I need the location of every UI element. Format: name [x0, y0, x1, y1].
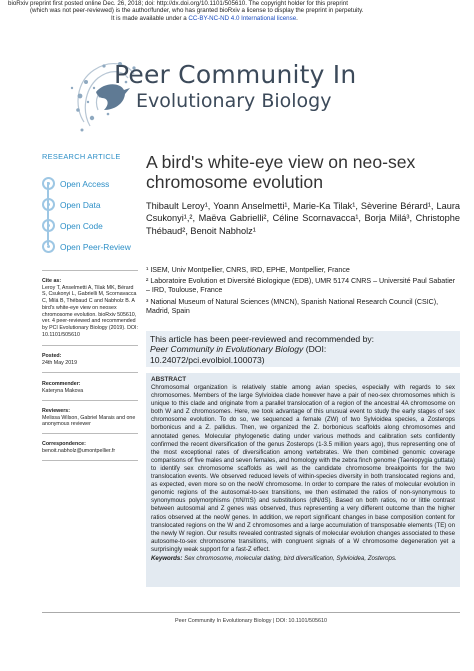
- recommender-label: Recommender:: [42, 381, 81, 387]
- preprint-notice-line2: (which was not peer-reviewed) is the author/funder, who has granted bioRxiv a license to display the preprint in perpetuity.: [30, 7, 364, 15]
- pci-logo: [64, 52, 444, 140]
- sidebar-divider: [42, 433, 138, 434]
- recommender-name: Kateryna Makova: [42, 387, 84, 394]
- recommendation-journal: Peer Community in Evolutionary Biology: [150, 344, 304, 355]
- affiliation-3: ³ National Museum of Natural Sciences (MNCN), Spanish National Research Council (CSIC), Madrid, Spain: [146, 297, 439, 315]
- open-code-badge[interactable]: [42, 215, 138, 236]
- open-peer-review-badge[interactable]: [42, 236, 138, 257]
- sidebar-divider: [42, 372, 138, 373]
- recommendation-line1: This article has been peer-reviewed and recommended by:: [150, 334, 375, 344]
- preprint-notice-line3b: .: [296, 14, 298, 22]
- citation-label: Cite as:: [42, 278, 62, 284]
- footer-divider: [42, 612, 460, 613]
- keywords-label: Keywords:: [151, 554, 183, 562]
- license-link[interactable]: CC-BY-NC-ND 4.0 International license: [188, 14, 297, 22]
- open-peer-review-icon: [42, 240, 55, 253]
- open-peer-review-label: Open Peer-Review: [60, 241, 131, 252]
- recommendation-doi-prefix: (DOI:: [303, 344, 327, 355]
- article-title: A bird's white-eye view on neo-sex chromosome evolution: [146, 152, 416, 192]
- abstract-text: Chromosomal organization is relatively stable among avian species, especially with regards to sex chromosomes. Members of the large Sylvioidea clade however have a pair of neo-sex chromosomes which is unique to this clade and originate from a parallel translocation of a region of the ancestral 4A chromosome on both W and Z chromosomes. Here, we took advantage of this unusual event to study the early stages of sex chromosome evolution. To do so, we sequenced a female (ZW) of two Sylvioidea species, a Zosterops borbonicus and a Z. pallidus. Then, we organized the Z. borbonicus scaffolds along chromosomes and annotated genes. Molecular phylogenetic dating under various methods and calibration sets confidently confirmed the recent diversification of the genus Zosterops (1-3.5 million years ago), thus representing one of the most exceptional rates of diversification among vertebrates. We then combined genomic coverage comparisons of five males and seven females, and homology with the zebra finch genome (Taeniopygia guttata) to identify sex chromosome scaffolds as well as the candidate chromosome breakpoints for the two translocation events. We observed reduced levels of within-species diversity in both translocated regions and, as expected, even more so on the neoW chromosome. In order to compare the rates of molecular evolution in genomic regions of the autosomal-to-sex transitions, we then estimated the ratios of non-synonymous to synonymous polymorphisms (πN/πS) and substitutions (dN/dS). Based on both ratios, no or little contrast between autosomal and Z genes was observed, thus representing a very different outcome than the higher ratios observed at the neoW genes. In addition, we report significant changes in base composition content for translocated regions on the W and Z chromosomes and a large accumulation of transposable elements (TE) on the newly W region. Our results revealed contrasted signals of molecular evolution changes associated to these autosome-to-sex chromosome transitions, with congruent signals of a W chromosome degeneration yet a surprisingly weak support for a fast-Z effect.: [151, 384, 455, 553]
- preprint-notice: [8, 0, 468, 22]
- sidebar-divider: [42, 270, 138, 271]
- citation-block: [42, 278, 138, 338]
- reviewers-label: Reviewers:: [42, 408, 70, 414]
- affiliations: [146, 266, 460, 318]
- citation-text: Leroy T, Anselmetti A, Tilak MK, Bérard S, Csukonyi L, Gabrielli M, Scornavacca C, Milá B, Thébaud C and Nabholz B. A bird's white-eye view on neosex chromosome evolution. bioRxiv 505610, ver. 4 peer-reviewed and recommended by PCI Evolutionary Biology (2019). DOI: 10.1101/505610: [42, 284, 138, 338]
- page-footer: Peer Community In Evolutionary Biology | DOI: 10.1101/505610: [174, 618, 328, 624]
- author-list: Thibault Leroy¹, Yoann Anselmetti¹, Marie-Ka Tilak¹, Sèverine Bérard¹, Laura Csukonyi¹,², Maëva Gabrielli², Céline Scornavacca¹, Borja Milá³, Christophe Thébaud², Benoit Nabholz¹: [146, 201, 460, 236]
- recommendation-doi[interactable]: 10.24072/pci.evolbiol.100073): [150, 354, 265, 365]
- logo-subtitle: Evolutionary Biology: [136, 90, 332, 112]
- open-access-label: Open Access: [60, 178, 110, 189]
- open-code-label: Open Code: [60, 220, 103, 231]
- keywords: [151, 555, 455, 563]
- open-access-badge[interactable]: [42, 173, 138, 194]
- article-type: RESEARCH ARTICLE: [42, 152, 121, 161]
- keywords-text: Sex chromosome, molecular dating, bird diversification, Sylvioidea, Zosterops.: [182, 554, 397, 562]
- posted-block: [42, 353, 138, 366]
- preprint-notice-line1: bioRxiv preprint first posted online Dec. 26, 2018; doi: http://dx.doi.org/10.1101/505610. The copyright holder for this preprint: [8, 0, 348, 7]
- abstract-heading: ABSTRACT: [151, 376, 187, 383]
- logo-title: Peer Community In: [114, 60, 357, 89]
- recommender-block: [42, 381, 138, 394]
- abstract-box: [146, 373, 460, 587]
- sidebar-divider: [42, 400, 138, 401]
- posted-date: 24th May 2019: [42, 359, 78, 366]
- sidebar-divider: [42, 460, 138, 461]
- open-code-icon: [42, 219, 55, 232]
- open-data-label: Open Data: [60, 199, 101, 210]
- sidebar: [42, 152, 138, 257]
- open-access-icon: [42, 177, 55, 190]
- open-data-badge[interactable]: [42, 194, 138, 215]
- posted-label: Posted:: [42, 353, 62, 359]
- correspondence-email[interactable]: benoit.nabholz@umontpellier.fr: [42, 447, 116, 454]
- affiliation-2: ² Laboratoire Evolution et Diversité Biologique (EDB), UMR 5174 CNRS – Université Paul Sabatier – IRD, Toulouse, France: [146, 277, 456, 295]
- recommendation-box: [146, 331, 460, 367]
- sidebar-divider: [42, 345, 138, 346]
- affiliation-1: ¹ ISEM, Univ Montpellier, CNRS, IRD, EPHE, Montpellier, France: [146, 266, 350, 274]
- preprint-notice-line3a: It is made available under a: [111, 14, 189, 22]
- reviewers-names: Melissa Wilson, Gabriel Marais and one anonymous reviewer: [42, 414, 136, 428]
- reviewers-block: [42, 408, 138, 428]
- correspondence-label: Correspondence:: [42, 441, 86, 447]
- correspondence-block: [42, 441, 138, 454]
- open-data-icon: [42, 198, 55, 211]
